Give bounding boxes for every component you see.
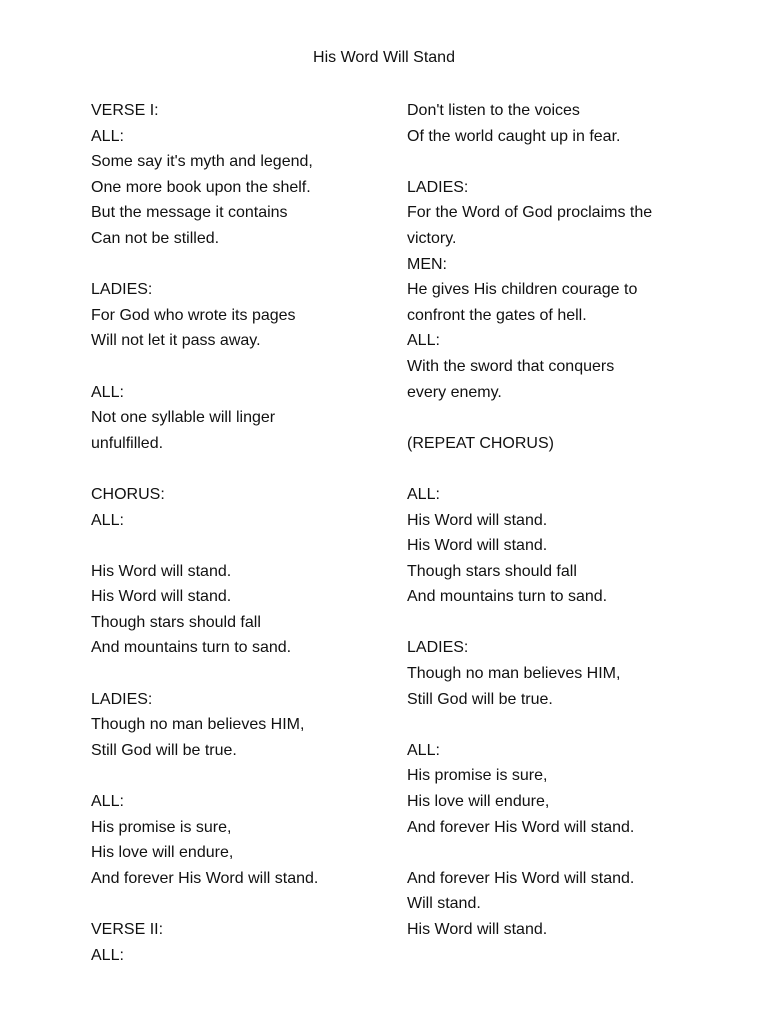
left-lyric-line: ALL: (91, 127, 124, 145)
left-column (91, 98, 381, 968)
left-blank-line (91, 763, 381, 789)
left-lyric-line: ALL: (91, 793, 124, 811)
left-lyric-line: Though no man believes HIM, (91, 716, 305, 734)
right-lyric-line: His love will endure, (407, 793, 550, 811)
left-lyric-line: VERSE II: (91, 921, 164, 938)
left-lyric-line: His promise is sure, (91, 818, 232, 836)
left-blank-line (91, 354, 381, 380)
left-lyric-line: ALL: (91, 946, 124, 964)
right-lyric-line: Still God will be true. (407, 690, 553, 708)
left-blank-line (91, 661, 381, 687)
left-blank-line (91, 891, 381, 917)
right-lyric-line: His promise is sure, (407, 767, 548, 785)
right-lyric-line: (REPEAT CHORUS) (407, 434, 554, 452)
right-lyric-line: confront the gates of hell. (407, 306, 587, 324)
right-lyric-line: Though no man believes HIM, (407, 665, 621, 683)
left-lyric-line: His love will endure, (91, 844, 234, 862)
left-lyric-line: Not one syllable will linger (91, 409, 276, 427)
right-lyric-line: Though stars should fall (407, 562, 577, 580)
right-lyric-line: His Word will stand. (407, 537, 548, 555)
right-blank-line (407, 840, 727, 866)
left-lyric-line: ALL: (91, 511, 124, 529)
left-lyric-line: Still God will be true. (91, 741, 237, 759)
left-lyric-line: His Word will stand. (91, 562, 232, 580)
right-lyric-line: And forever His Word will stand. (407, 818, 635, 836)
right-lyric-line: His Word will stand. (407, 511, 548, 529)
left-lyric-line: CHORUS: (91, 485, 165, 503)
left-blank-line (91, 252, 381, 278)
left-blank-line (91, 533, 381, 559)
right-lyric-line: ALL: (407, 485, 440, 503)
left-lyric-line: Though stars should fall (91, 613, 261, 631)
right-lyric-line: ALL: (407, 332, 440, 350)
left-lyric-line: LADIES: (91, 281, 153, 299)
right-lyric-line: For the Word of God proclaims the (407, 204, 653, 222)
left-lyric-line: ALL: (91, 383, 124, 401)
right-lyric-line: He gives His children courage to (407, 281, 638, 299)
right-lyric-line: Of the world caught up in fear. (407, 127, 621, 145)
right-lyric-line: LADIES: (407, 178, 469, 196)
left-lyric-line: Can not be stilled. (91, 229, 220, 247)
right-lyric-line: LADIES: (407, 639, 469, 657)
page-title: His Word Will Stand (313, 49, 455, 66)
left-lyric-line: unfulfilled. (91, 434, 164, 452)
right-lyric-line: Will stand. (407, 895, 481, 913)
right-lyric-line: victory. (407, 229, 457, 247)
right-blank-line (407, 610, 727, 636)
left-lyric-line: One more book upon the shelf. (91, 178, 311, 196)
right-lyric-line: And mountains turn to sand. (407, 588, 608, 606)
left-lyric-line: His Word will stand. (91, 588, 232, 606)
left-lyric-line: And mountains turn to sand. (91, 639, 292, 657)
left-lyric-line: VERSE I: (91, 102, 159, 119)
left-blank-line (91, 456, 381, 482)
right-blank-line (407, 149, 727, 175)
right-blank-line (407, 456, 727, 482)
left-lyric-line: And forever His Word will stand. (91, 869, 319, 887)
right-lyric-line: Don't listen to the voices (407, 102, 580, 119)
left-lyric-line: Will not let it pass away. (91, 332, 261, 350)
left-lyric-line: For God who wrote its pages (91, 306, 296, 324)
right-lyric-line: ALL: (407, 741, 440, 759)
right-lyric-line: every enemy. (407, 383, 502, 401)
right-blank-line (407, 712, 727, 738)
right-lyric-line: And forever His Word will stand. (407, 869, 635, 887)
right-blank-line (407, 405, 727, 431)
right-lyric-line: MEN: (407, 255, 447, 273)
right-lyric-line: With the sword that conquers (407, 357, 615, 375)
left-lyric-line: LADIES: (91, 690, 153, 708)
right-lyric-line: His Word will stand. (407, 921, 548, 938)
left-lyric-line: Some say it's myth and legend, (91, 153, 313, 171)
left-lyric-line: But the message it contains (91, 204, 288, 222)
right-column (407, 98, 727, 943)
